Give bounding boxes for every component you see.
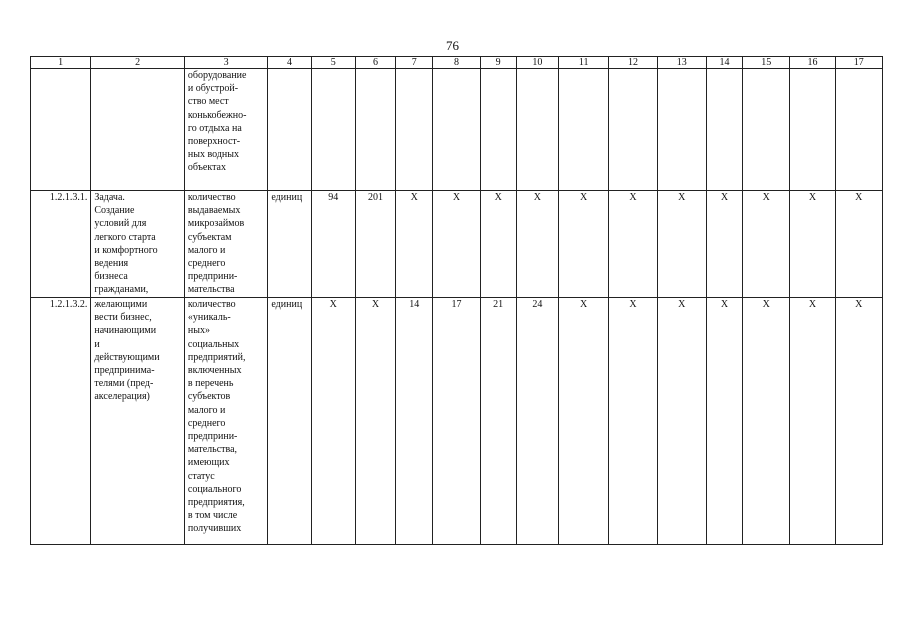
value-cell: 94 (311, 191, 355, 298)
text-line: го отдыха на (187, 122, 242, 134)
value-cell (516, 69, 558, 191)
value-cell: 201 (355, 191, 395, 298)
value-cell: X (790, 191, 835, 298)
text-line: начинающими (94, 325, 157, 337)
text-line: ство мест (187, 96, 229, 108)
column-number-header: 6 (355, 57, 395, 69)
text-line: имеющих (187, 457, 230, 469)
table-header-row (31, 57, 883, 69)
value-cell: X (743, 191, 790, 298)
text-line: социальных (187, 338, 240, 350)
column-number-header: 13 (657, 57, 706, 69)
value-cell (743, 69, 790, 191)
value-cell (433, 69, 480, 191)
column-number-header: 4 (268, 57, 311, 69)
value-cell: X (480, 191, 516, 298)
text-line: субъектов (187, 391, 231, 403)
value-cell (311, 69, 355, 191)
column-number-header: 2 (91, 57, 185, 69)
text-line: ведения (94, 258, 129, 270)
row-code-cell: 1.2.1.3.2. (31, 298, 91, 545)
text-line: конькобежно- (187, 109, 247, 121)
text-line: в перечень (187, 378, 234, 390)
text-line: оборудование (187, 70, 247, 81)
value-cell: X (433, 191, 480, 298)
text-line: количество (187, 192, 236, 203)
value-cell (790, 69, 835, 191)
table-row (31, 298, 883, 545)
indicator-description-cell (184, 191, 267, 298)
column-number-header: 3 (184, 57, 267, 69)
indicator-table (30, 56, 883, 545)
column-number-header: 16 (790, 57, 835, 69)
column-number-header: 7 (396, 57, 433, 69)
value-cell: X (609, 298, 657, 545)
value-cell: X (657, 191, 706, 298)
value-cell: X (706, 298, 742, 545)
value-cell: X (516, 191, 558, 298)
text-line: телями (пред- (94, 378, 154, 390)
indicator-description-cell (184, 298, 267, 545)
page-number: 76 (446, 38, 459, 53)
value-cell: X (396, 191, 433, 298)
value-cell (355, 69, 395, 191)
value-cell: 17 (433, 298, 480, 545)
text-line: гражданами, (94, 284, 149, 296)
text-line: в том числе (187, 510, 238, 522)
value-cell: 21 (480, 298, 516, 545)
value-cell: X (657, 298, 706, 545)
value-cell (835, 69, 882, 191)
value-cell: X (559, 298, 609, 545)
row-code-cell (31, 69, 91, 191)
text-line: поверхност- (187, 136, 241, 148)
text-line: «уникаль- (187, 312, 231, 324)
unit-cell: единиц (268, 191, 311, 298)
text-line: и обустрой- (187, 83, 239, 95)
text-line: действующими (94, 351, 160, 363)
text-line: ных водных (187, 149, 239, 161)
value-cell: X (743, 298, 790, 545)
text-line: бизнеса (94, 271, 128, 283)
column-number-header: 15 (743, 57, 790, 69)
column-number-header: 14 (706, 57, 742, 69)
column-number-header: 10 (516, 57, 558, 69)
text-line: условий для (94, 218, 147, 230)
value-cell (706, 69, 742, 191)
text-line: получивших (187, 523, 242, 535)
value-cell (396, 69, 433, 191)
text-line: среднего (187, 417, 226, 429)
column-number-header: 17 (835, 57, 882, 69)
column-number-header: 12 (609, 57, 657, 69)
column-number-header: 5 (311, 57, 355, 69)
value-cell: X (355, 298, 395, 545)
text-line: среднего (187, 258, 226, 270)
text-line: выдаваемых (187, 205, 241, 217)
text-line: малого и (187, 404, 226, 416)
unit-cell (268, 69, 311, 191)
text-line: статус (187, 470, 215, 482)
task-description-cell (91, 69, 185, 191)
text-line: количество (187, 299, 236, 310)
text-line: субъектам (187, 231, 232, 243)
value-cell: X (835, 191, 882, 298)
value-cell: X (706, 191, 742, 298)
text-line: предпринима- (94, 365, 155, 377)
text-line: предприятий, (187, 351, 246, 363)
text-line: социального (187, 483, 242, 495)
text-line: желающими (94, 299, 148, 310)
text-line: предприни- (187, 271, 238, 283)
text-line: Создание (94, 205, 135, 217)
text-line: Задача. (94, 192, 125, 203)
text-line: вести бизнес, (94, 312, 152, 324)
table-row (31, 191, 883, 298)
text-line: объектах (187, 162, 226, 174)
text-line: микрозаймов (187, 218, 245, 230)
text-line: мательства (187, 284, 235, 296)
value-cell: X (790, 298, 835, 545)
value-cell: 24 (516, 298, 558, 545)
value-cell (657, 69, 706, 191)
task-description-cell (91, 298, 185, 545)
text-line: предприни- (187, 431, 238, 443)
table-row (31, 69, 883, 191)
text-line: легкого старта (94, 231, 156, 243)
text-line: акселерация) (94, 391, 150, 403)
value-cell (480, 69, 516, 191)
column-number-header: 9 (480, 57, 516, 69)
text-line: и (94, 338, 100, 350)
text-line: ных» (187, 325, 210, 337)
value-cell: X (311, 298, 355, 545)
text-line: и комфортного (94, 244, 158, 256)
text-line: предприятия, (187, 497, 245, 509)
value-cell: X (835, 298, 882, 545)
task-description-cell (91, 191, 185, 298)
value-cell: X (609, 191, 657, 298)
column-number-header: 8 (433, 57, 480, 69)
row-code-cell: 1.2.1.3.1. (31, 191, 91, 298)
text-line: включенных (187, 365, 242, 377)
value-cell: X (559, 191, 609, 298)
text-line: малого и (187, 244, 226, 256)
column-number-header: 1 (31, 57, 91, 69)
value-cell: 14 (396, 298, 433, 545)
unit-cell: единиц (268, 298, 311, 545)
text-line: мательства, (187, 444, 238, 456)
value-cell (559, 69, 609, 191)
column-number-header: 11 (559, 57, 609, 69)
value-cell (609, 69, 657, 191)
indicator-description-cell (184, 69, 267, 191)
